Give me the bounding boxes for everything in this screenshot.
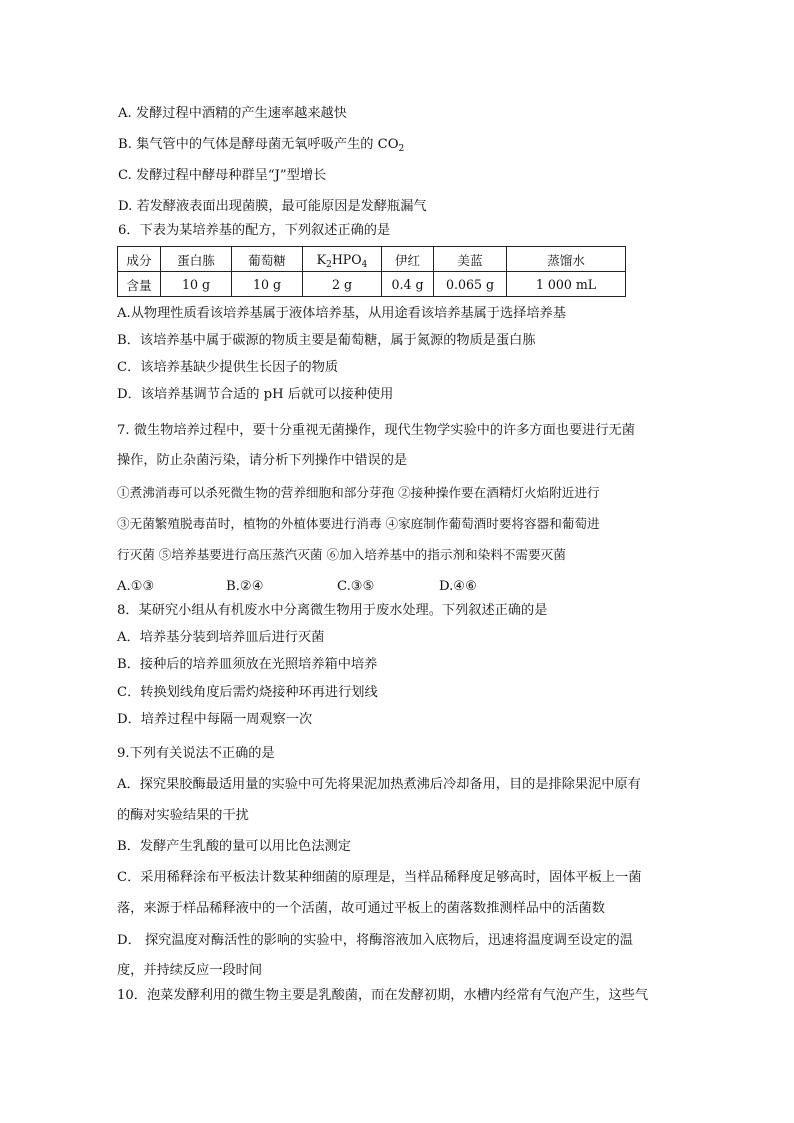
q7-choice-d: D.④⑥ (439, 579, 477, 594)
q5-option-d: D. 若发酵液表面出现菌膜，最可能原因是发酵瓶漏气 (118, 199, 427, 214)
table-header-cell: $K_2HPO_4$ (303, 247, 382, 272)
table-cell: 0.4 g (382, 272, 434, 297)
q9-option-a-line1: A．探究果胶酶最适用量的实验中可先将果泥加热煮沸后冷却备用，目的是排除果泥中原有 (117, 777, 641, 792)
table-header-cell: 伊红 (382, 247, 434, 272)
table-row-label: 含量 (118, 272, 161, 297)
q9-option-a-line2: 的酶对实验结果的干扰 (117, 808, 249, 823)
q8-stem: 8．某研究小组从有机废水中分离微生物用于废水处理。下列叙述正确的是 (117, 603, 548, 618)
q9-option-d-line1: D． 探究温度对酶活性的影响的实验中，将酶溶液加入底物后，迅速将温度调至设定的温 (117, 933, 633, 948)
q7-choice-b: B.②④ (226, 579, 264, 594)
q5-option-c: C. 发酵过程中酵母种群呈“J”型增长 (118, 168, 327, 183)
q6-option-c: C．该培养基缺少提供生长因子的物质 (117, 360, 339, 375)
q5-option-a: A. 发酵过程中酒精的产生速率越来越快 (118, 106, 347, 121)
table-header-cell: 蒸馏水 (507, 247, 626, 272)
table-header-cell: 葡萄糖 (232, 247, 303, 272)
q7-choice-c: C.③⑤ (337, 579, 375, 594)
table-row (118, 272, 626, 297)
q9-option-c-line1: C．采用稀释涂布平板法计数某种细菌的原理是，当样品稀释度足够高时，固体平板上一菌 (117, 870, 642, 885)
q7-statements-line1: ①煮沸消毒可以杀死微生物的营养细胞和部分芽孢 ②接种操作要在酒精灯火焰附近进行 (117, 485, 600, 500)
table-cell: 0.065 g (434, 272, 507, 297)
q6-option-b: B．该培养基中属于碳源的物质主要是葡萄糖，属于氮源的物质是蛋白胨 (117, 333, 536, 348)
q9-stem: 9.下列有关说法不正确的是 (117, 746, 275, 761)
medium-recipe-table (117, 246, 626, 297)
q9-option-d-line2: 度，并持续反应一段时间 (117, 963, 263, 978)
table-header-cell: 美蓝 (434, 247, 507, 272)
q8-option-b: B．接种后的培养皿须放在光照培养箱中培养 (117, 657, 378, 672)
table-cell: 1 000 mL (507, 272, 626, 297)
q6-option-a: A.从物理性质看该培养基属于液体培养基，从用途看该培养基属于选择培养基 (117, 306, 566, 321)
table-cell: 10 g (161, 272, 232, 297)
table-cell: 2 g (303, 272, 382, 297)
q7-statements-line2: ③无菌繁殖脱毒苗时，植物的外植体要进行消毒 ④家庭制作葡萄酒时要将容器和葡萄进 (117, 516, 600, 531)
q8-option-a: A．培养基分装到培养皿后进行灭菌 (117, 630, 325, 645)
q7-stem-line1: 7. 微生物培养过程中，要十分重视无菌操作，现代生物学实验中的许多方面也要进行无菌 (117, 423, 635, 438)
q6-option-d: D．该培养基调节合适的 pH 后就可以接种使用 (117, 387, 394, 402)
table-row (118, 247, 626, 272)
q8-option-d: D．培养过程中每隔一周观察一次 (117, 712, 313, 727)
table-cell: 10 g (232, 272, 303, 297)
q7-statements-line3: 行灭菌 ⑤培养基要进行高压蒸汽灭菌 ⑥加入培养基中的指示剂和染料不需要灭菌 (117, 547, 566, 562)
q8-option-c: C．转换划线角度后需灼烧接种环再进行划线 (117, 685, 378, 700)
q7-stem-line2: 操作，防止杂菌污染，请分析下列操作中错误的是 (117, 453, 408, 468)
q10-stem-line1: 10．泡菜发酵利用的微生物主要是乳酸菌，而在发酵初期，水槽内经常有气泡产生，这些气 (117, 988, 649, 1003)
table-header-label: 成分 (118, 247, 161, 272)
q6-stem: 6．下表为某培养基的配方，下列叙述正确的是 (118, 223, 391, 238)
q5-option-b: B. 集气管中的气体是酵母菌无氧呼吸产生的 $CO_2$ (118, 137, 405, 154)
q7-choice-a: A.①③ (117, 579, 155, 594)
table-header-cell: 蛋白胨 (161, 247, 232, 272)
q9-option-b: B．发酵产生乳酸的量可以用比色法测定 (117, 839, 351, 854)
q9-option-c-line2: 落，来源于样品稀释液中的一个活菌，故可通过平板上的菌落数推测样品中的活菌数 (117, 901, 605, 916)
